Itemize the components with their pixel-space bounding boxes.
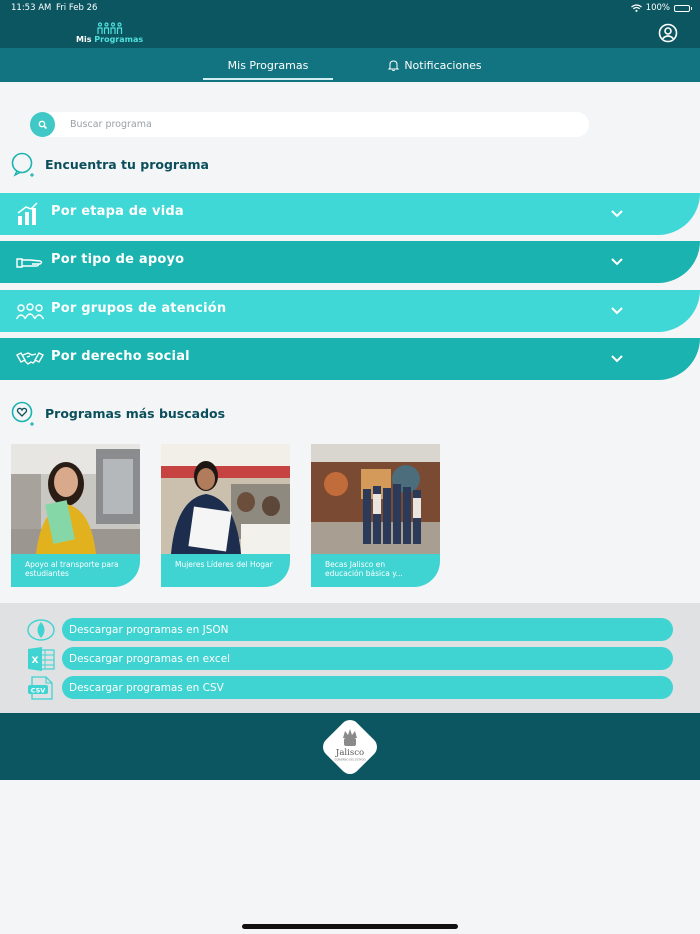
tab-label: Notificaciones [404, 58, 482, 72]
program-card[interactable] [11, 444, 140, 587]
battery-icon [674, 5, 690, 12]
category-etapa-de-vida[interactable] [0, 193, 700, 235]
chevron-down-icon [611, 354, 623, 364]
category-label: Por tipo de apoyo [51, 252, 185, 267]
tab-notificaciones[interactable] [380, 48, 490, 82]
category-tipo-de-apoyo[interactable] [0, 241, 700, 283]
bell-icon [388, 59, 399, 71]
category-label: Por derecho social [51, 349, 190, 364]
section-title: Encuentra tu programa [45, 157, 209, 172]
download-csv-button[interactable] [62, 676, 673, 699]
search-button[interactable] [30, 112, 55, 137]
handshake-icon [16, 347, 44, 371]
download-label: Descargar programas en CSV [69, 681, 224, 694]
program-title: Mujeres Líderes del Hogar [175, 560, 273, 569]
chevron-down-icon [611, 209, 623, 219]
status-bar [0, 0, 700, 17]
footer [0, 713, 700, 780]
app-header [0, 17, 700, 48]
downloads-section [0, 603, 700, 713]
csv-icon [26, 676, 56, 700]
user-profile-icon[interactable] [658, 23, 678, 43]
download-excel-button[interactable] [62, 647, 673, 670]
program-title: Becas Jalisco en educación básica y... [325, 560, 403, 578]
category-grupos-de-atencion[interactable] [0, 290, 700, 332]
find-program-heading [10, 151, 209, 178]
program-card[interactable] [161, 444, 290, 587]
bar-chart-icon [16, 202, 44, 226]
status-date: Fri Feb 26 [56, 3, 98, 13]
tab-mis-programas[interactable] [203, 48, 333, 82]
popular-programs-heading [10, 400, 225, 427]
tab-label: Mis Programas [227, 58, 309, 72]
program-card[interactable] [311, 444, 440, 587]
jalisco-logo-word: Jalisco [335, 748, 365, 758]
category-derecho-social[interactable] [0, 338, 700, 380]
status-right [631, 3, 690, 13]
chevron-down-icon [611, 306, 623, 316]
tab-bar [0, 48, 700, 82]
people-logo-icon [97, 22, 123, 35]
heart-bubble-icon [10, 400, 37, 427]
battery-percent: 100% [645, 3, 670, 13]
search-input[interactable] [70, 112, 570, 137]
jalisco-logo-sub: GOBIERNO DEL ESTADO [334, 758, 366, 762]
json-icon [26, 618, 56, 642]
logo-text: Mis Programas [76, 35, 144, 44]
app-logo[interactable] [75, 20, 145, 46]
chevron-down-icon [611, 257, 623, 267]
svg-text:CSV: CSV [30, 686, 46, 695]
home-indicator[interactable] [242, 924, 458, 929]
program-title: Apoyo al transporte para estudiantes [25, 560, 119, 578]
group-icon [16, 299, 44, 323]
download-json-button[interactable] [62, 618, 673, 641]
download-label: Descargar programas en excel [69, 652, 231, 665]
section-title: Programas más buscados [45, 406, 226, 421]
search-icon [38, 120, 48, 130]
excel-icon [26, 647, 56, 671]
svg-text:X: X [31, 656, 39, 666]
category-label: Por grupos de atención [51, 301, 227, 316]
program-photo [11, 444, 140, 554]
download-label: Descargar programas en JSON [69, 623, 229, 636]
program-photo [161, 444, 290, 554]
program-photo [311, 444, 440, 554]
wifi-icon [631, 4, 642, 12]
status-time: 11:53 AM [11, 3, 52, 13]
category-label: Por etapa de vida [51, 204, 184, 219]
search-bar [30, 112, 589, 137]
hand-icon [16, 250, 44, 274]
chat-bubble-icon [10, 151, 37, 178]
jalisco-logo [318, 716, 382, 778]
